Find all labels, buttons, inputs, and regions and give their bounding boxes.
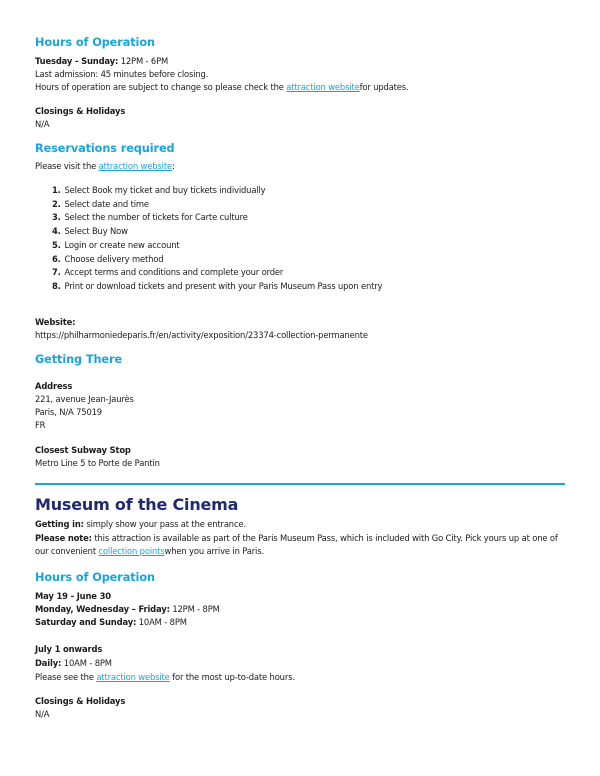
note-label: Please note: <box>35 533 92 543</box>
see-text-pre: Please see the <box>35 672 97 682</box>
hours-time: 12PM - 6PM <box>120 56 169 66</box>
hours-days: Tuesday - Sunday: <box>35 56 119 66</box>
attraction-website-link[interactable]: attraction website <box>96 672 170 682</box>
see-text-post: for the most up-to-date hours. <box>169 672 295 682</box>
daily-hours <box>35 657 112 670</box>
website-url[interactable]: https://philharmoniedeparis.fr/en/activity/exposition/23374-collection-permanente <box>35 330 368 340</box>
weekend-hours <box>35 616 187 629</box>
closings-value: N/A <box>35 709 50 719</box>
change-text-post: for updates. <box>359 82 409 92</box>
hours-change-note <box>35 81 409 94</box>
hours-heading: Hours of Operation <box>35 36 155 49</box>
list-item: 7. Accept terms and conditions and complete your order <box>52 267 284 278</box>
hours-heading: Hours of Operation <box>35 571 155 584</box>
visit-text-post: : <box>171 161 175 171</box>
daily-label: Daily: <box>35 658 62 668</box>
weekday-hours <box>35 603 220 616</box>
daily-time: 10AM - 8PM <box>63 658 112 668</box>
subway-value: Metro Line 5 to Porte de Pantin <box>35 458 160 468</box>
see-website-line <box>35 671 295 684</box>
booking-steps-list <box>52 184 382 294</box>
collection-points-link[interactable]: collection points <box>98 546 165 556</box>
closings-value: N/A <box>35 119 50 129</box>
period-2: July 1 onwards <box>35 644 103 654</box>
note-text: this attraction is available as part of the Paris Museum Pass, which is included with Go City. Pick yours up at one of <box>91 533 558 543</box>
closings-label: Closings & Holidays <box>35 696 126 706</box>
list-item: 3. Select the number of tickets for Carte culture <box>52 212 248 223</box>
section-divider <box>35 483 565 485</box>
address-line-2: Paris, N/A 75019 <box>35 407 102 417</box>
attraction-website-link[interactable]: attraction website <box>98 161 172 171</box>
change-text-pre: Hours of operation are subject to change so please check the <box>35 82 287 92</box>
getting-in-label: Getting in: <box>35 519 84 529</box>
getting-in-text: simply show your pass at the entrance. <box>83 519 246 529</box>
visit-line <box>35 160 175 173</box>
subway-label: Closest Subway Stop <box>35 445 131 455</box>
weekday-label: Monday, Wednesday – Friday: <box>35 604 170 614</box>
closings-label: Closings & Holidays <box>35 106 126 116</box>
getting-there-heading: Getting There <box>35 353 123 366</box>
note-text-pre: our convenient <box>35 546 99 556</box>
list-item: 2. Select date and time <box>52 198 149 209</box>
list-item: 1. Select Book my ticket and buy tickets individually <box>52 185 266 195</box>
list-item: 8. Print or download tickets and present with your Paris Museum Pass upon entry <box>52 280 383 291</box>
note-line-1 <box>35 532 558 545</box>
address-line-1: 221, avenue Jean-Jaurès <box>35 394 134 404</box>
note-text-post: when you arrive in Paris. <box>164 546 264 556</box>
list-item: 5. Login or create new account <box>52 239 180 250</box>
reservations-heading: Reservations required <box>35 142 175 155</box>
address-label: Address <box>35 381 73 391</box>
website-label: Website: <box>35 317 76 327</box>
last-admission: Last admission: 45 minutes before closing. <box>35 69 209 79</box>
address-line-3: FR <box>35 420 46 430</box>
weekday-time: 12PM - 8PM <box>172 604 220 614</box>
list-item: 6. Choose delivery method <box>52 253 164 264</box>
visit-text-pre: Please visit the <box>35 161 99 171</box>
attraction-website-link[interactable]: attraction website <box>286 82 360 92</box>
weekend-label: Saturday and Sunday: <box>35 617 137 627</box>
section-title: Museum of the Cinema <box>35 495 239 514</box>
note-line-2 <box>35 545 264 558</box>
weekend-time: 10AM - 8PM <box>138 617 187 627</box>
getting-in-line <box>35 518 246 531</box>
hours-line <box>35 55 168 68</box>
period-1: May 19 - June 30 <box>35 591 111 601</box>
list-item: 4. Select Buy Now <box>52 226 128 237</box>
